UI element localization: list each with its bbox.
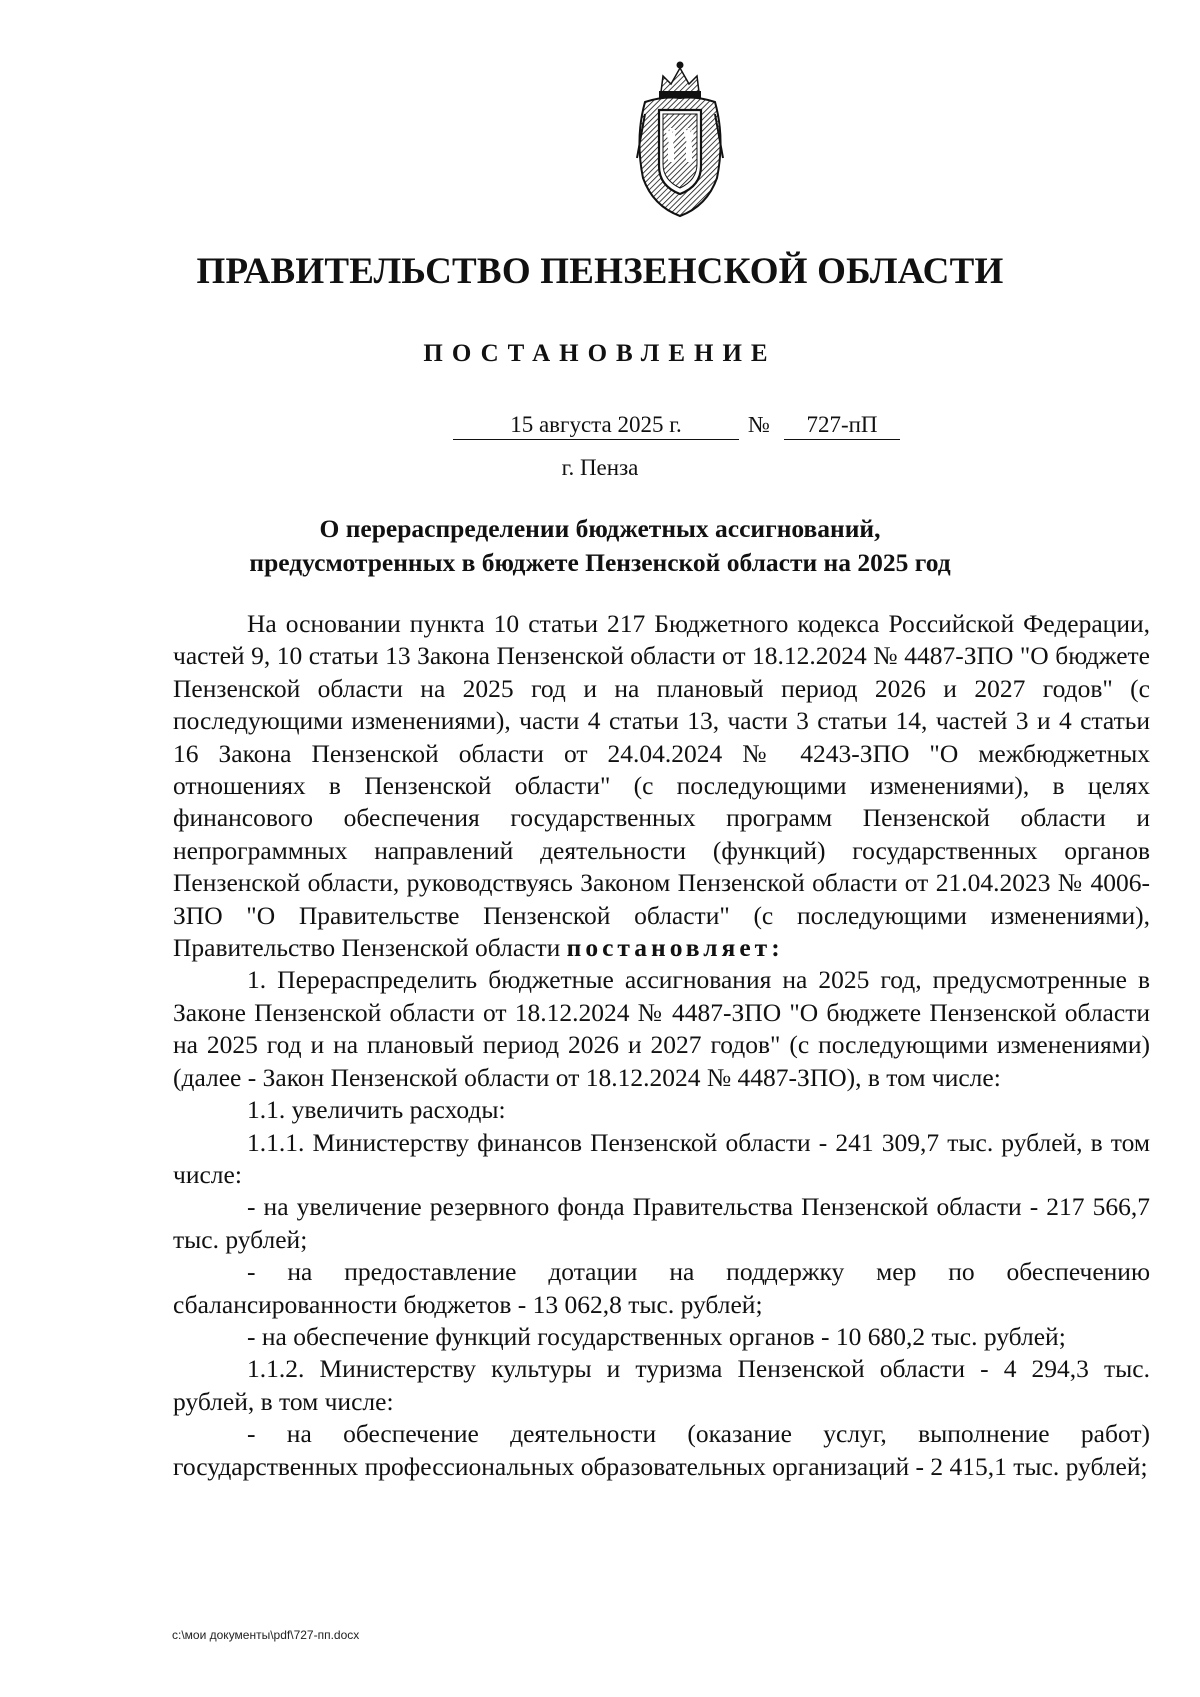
footer-file-path: c:\мои документы\pdf\727-пп.docx bbox=[172, 1628, 360, 1642]
dateline bbox=[0, 412, 1200, 442]
preamble-paragraph bbox=[173, 608, 1150, 964]
government-title: ПРАВИТЕЛЬСТВО ПЕНЗЕНСКОЙ ОБЛАСТИ bbox=[196, 251, 1004, 292]
clause-1-1: 1.1. увеличить расходы: bbox=[247, 1095, 506, 1125]
number-sign: № bbox=[748, 412, 770, 437]
subject-line-1: О перераспределении бюджетных ассигнований, bbox=[319, 514, 881, 543]
bullet-education-orgs: - на обеспечение деятельности (оказание услуг, выполнение работ) государственных профессиональных образовательных организаций - 2 415,1 тыс. рублей; bbox=[173, 1419, 1150, 1481]
bullet-balance-grant: - на предоставление дотации на поддержку мер по обеспечению сбалансированности бюджетов - 13 062,8 тыс. рублей; bbox=[173, 1257, 1150, 1319]
document-subject bbox=[0, 512, 1200, 580]
document-date: 15 августа 2025 г. bbox=[453, 412, 739, 440]
clause-1-1-2: 1.1.2. Министерству культуры и туризма Пензенской области - 4 294,3 тыс. рублей, в том числе: bbox=[173, 1354, 1150, 1416]
document-number: 727-пП bbox=[784, 412, 900, 440]
penza-coat-of-arms-icon bbox=[605, 58, 755, 218]
document-city: г. Пенза bbox=[561, 455, 639, 480]
bullet-reserve-fund: - на увеличение резервного фонда Правительства Пензенской области - 217 566,7 тыс. рублей; bbox=[173, 1192, 1150, 1254]
subject-line-2: предусмотренных в бюджете Пензенской области на 2025 год bbox=[249, 548, 951, 577]
clause-1: 1. Перераспределить бюджетные ассигнования на 2025 год, предусмотренные в Законе Пензенской области от 18.12.2024 № 4487-ЗПО "О бюджете Пензенской области на 2025 год и на плановый период 2026 и 2027 годов" (с последующими изменениями) (далее - Закон Пензенской области от 18.12.2024 № 4487-ЗПО), в том числе: bbox=[173, 965, 1150, 1092]
resolves-word: постановляет: bbox=[566, 933, 784, 963]
clause-1-1-1: 1.1.1. Министерству финансов Пензенской области - 241 309,7 тыс. рублей, в том числе: bbox=[173, 1127, 1150, 1189]
bullet-state-bodies: - на обеспечение функций государственных органов - 10 680,2 тыс. рублей; bbox=[247, 1321, 1066, 1351]
document-body bbox=[173, 608, 1150, 1483]
preamble-text: На основании пункта 10 статьи 217 Бюджетного кодекса Российской Федерации, частей 9, 10 статьи 13 Закона Пензенской области от 18.12.2024 № 4487-ЗПО "О бюджете Пензенской области на 2025 год и на плановый период 2026 и 2027 годов" (с последующими изменениями), части 4 статьи 13, части 3 статьи 14, частей 3 и 4 статьи 16 Закона Пензенской области от 24.04.2024 № 4243-ЗПО "О межбюджетных отношениях в Пензенской области" (с последующими изменениями), в целях финансового обеспечения государственных программ Пензенской области и непрограммных направлений деятельности (функций) государственных органов Пензенской области, руководствуясь Законом Пензенской области от 21.04.2023 № 4006-ЗПО "О Правительстве Пензенской области" (с последующими изменениями), Правительство Пензенской области bbox=[173, 609, 1150, 963]
document-type: ПОСТАНОВЛЕНИЕ bbox=[423, 340, 777, 367]
